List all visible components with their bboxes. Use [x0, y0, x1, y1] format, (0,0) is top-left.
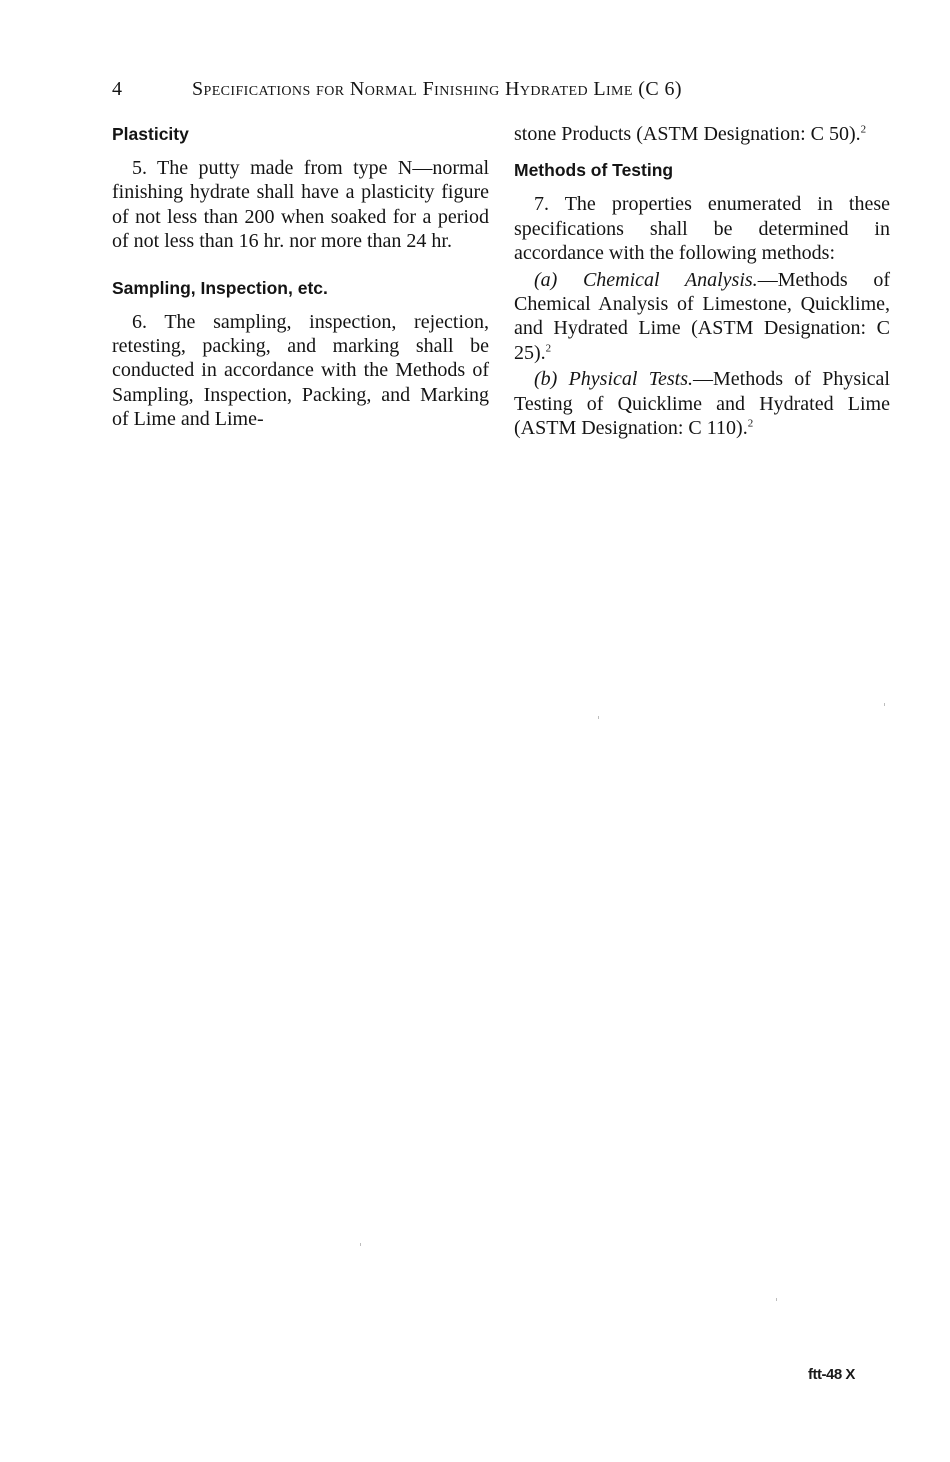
method-text-physical: —Methods of Physical Testing of Quicklime and Hydrated Lime (ASTM Designation: C 110). — [514, 368, 890, 440]
right-column — [514, 122, 890, 440]
method-item-chemical — [514, 268, 890, 366]
footnote-marker: 2 — [860, 123, 867, 136]
method-label-physical: (b) Physical Tests. — [534, 368, 694, 391]
section-heading-plasticity: Plasticity — [112, 124, 189, 144]
left-column — [112, 122, 489, 432]
paragraph-7: 7. The properties enumerated in these specifications shall be determined in accordance with the following methods: — [514, 193, 890, 265]
section-heading-sampling: Sampling, Inspection, etc. — [112, 277, 328, 298]
running-header — [112, 74, 892, 104]
footnote-marker: 2 — [545, 342, 552, 355]
paragraph-5: 5. The putty made from type N—normal finishing hydrate shall have a plasticity figure of not less than 200 when soaked for a period of not less than 16 hr. nor more than 24 hr. — [112, 157, 489, 253]
section-heading-methods: Methods of Testing — [514, 160, 674, 181]
paragraph-6: 6. The sampling, inspection, rejection, retesting, packing, and marking shall be conducted in accordance with the Methods of Sampling, Inspection, Packing, and Marking of Lime and Lime- — [112, 310, 489, 431]
method-item-physical — [514, 367, 890, 440]
scan-speck — [776, 1298, 777, 1301]
running-title: Specifications for Normal Finishing Hydrated Lime (C 6) — [192, 78, 682, 100]
page-number: 4 — [112, 78, 122, 100]
scan-speck — [598, 716, 599, 719]
method-label-chemical: (a) Chemical Analysis. — [534, 268, 758, 291]
printer-mark: ftt-48 X — [808, 1366, 855, 1383]
continuation-text: stone Products (ASTM Designation: C 50). — [514, 123, 861, 145]
paragraph-6-continuation — [514, 122, 890, 146]
footnote-marker: 2 — [747, 417, 754, 430]
scan-speck — [360, 1243, 361, 1246]
scan-speck — [884, 703, 885, 706]
method-text-chemical: —Methods of Chemical Analysis of Limestone, Quicklime, and Hydrated Lime (ASTM Designation: C 25). — [514, 268, 890, 364]
